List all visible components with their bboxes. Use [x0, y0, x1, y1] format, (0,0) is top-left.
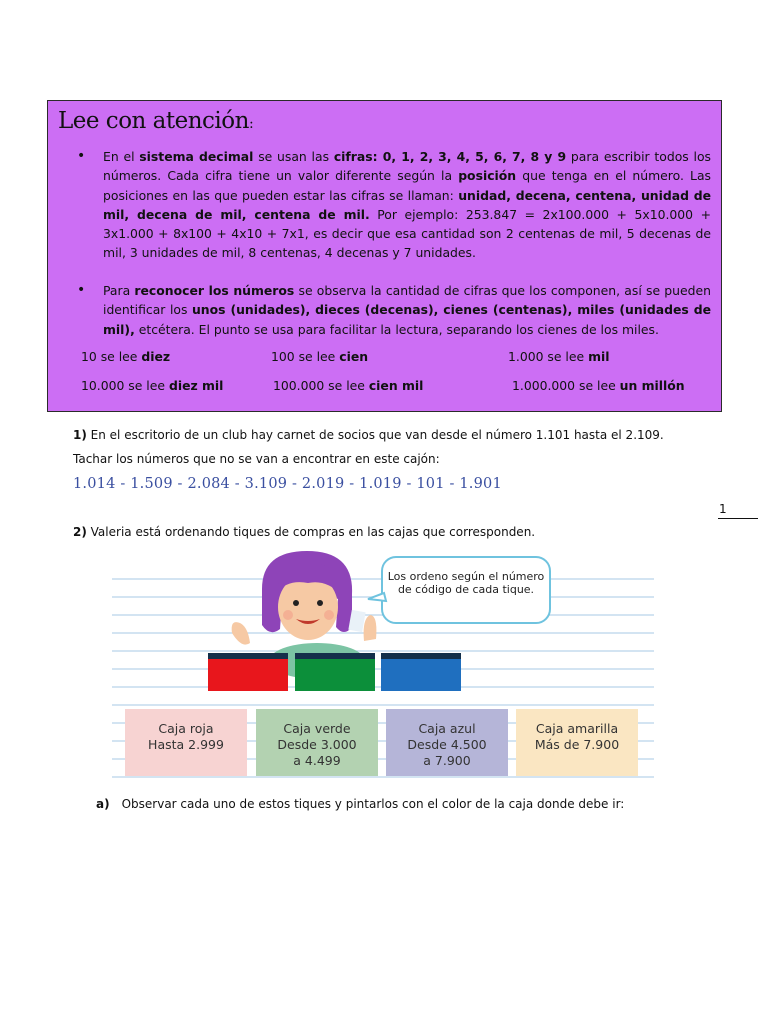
label-caja-roja: Caja roja Hasta 2.999 — [148, 721, 224, 752]
page-number-rule — [718, 518, 758, 519]
label-caja-azul: Caja azul Desde 4.500 a 7.900 — [407, 721, 487, 768]
box-green — [295, 655, 375, 691]
page-number: 1 — [719, 502, 727, 516]
reading-10000: 10.000 se lee diez mil — [81, 378, 224, 393]
box-title: Lee con atención: — [58, 108, 254, 134]
question-1: 1) En el escritorio de un club hay carnet de socios que van desde el número 1.101 hasta el 2.109. — [73, 428, 664, 442]
bullet-sistema-decimal: • En el sistema decimal se usan las cifras: 0, 1, 2, 3, 4, 5, 6, 7, 8 y 9 para escribir todos los números. Cada cifra tiene un valor diferente según la posición que tenga en el número. Las posiciones en las que pueden estar las cifras se llaman: unidad, decena, centena, unidad de mil, decena de mil, centena de mil. Por ejemplo: 253.847 = 2x100.000 + 5x10.000 + 3x1.000 + 8x100 + 4x10 + 7x1, es decir que esa cantidad son 2 centenas de mil, 5 decenas de mil, 3 unidades de mil, 8 centenas, 4 decenas y 7 unidades. — [103, 147, 711, 263]
box-red — [208, 655, 288, 691]
reading-100000: 100.000 se lee cien mil — [273, 378, 424, 393]
reading-1000: 1.000 se lee mil — [508, 349, 610, 364]
question-2: 2) Valeria está ordenando tiques de compras en las cajas que corresponden. — [73, 525, 536, 539]
question-1-numbers: 1.014 - 1.509 - 2.084 - 3.109 - 2.019 - 1.019 - 101 - 1.901 — [73, 476, 502, 492]
speech-bubble-text: Los ordeno según el número de código de cada tique. — [387, 570, 545, 596]
reading-100: 100 se lee cien — [271, 349, 369, 364]
box-blue — [381, 655, 461, 691]
reading-10: 10 se lee diez — [81, 349, 171, 364]
question-2a: a) Observar cada uno de estos tiques y pintarlos con el color de la caja donde debe ir: — [96, 797, 625, 811]
reading-1000000: 1.000.000 se lee un millón — [512, 378, 685, 393]
label-caja-amarilla: Caja amarilla Más de 7.900 — [534, 721, 620, 752]
question-1-instruction: Tachar los números que no se van a encontrar en este cajón: — [73, 452, 440, 466]
info-box — [47, 100, 722, 412]
bullet-reconocer-numeros: • Para reconocer los números se observa la cantidad de cifras que los componen, así se pueden identificar los unos (unidades), dieces (decenas), cienes (centenas), miles (unidades de mil), etcétera. El punto se usa para facilitar la lectura, separando los cienes de los miles. — [103, 281, 711, 339]
label-caja-verde: Caja verde Desde 3.000 a 4.499 — [277, 721, 357, 768]
boxes — [208, 653, 461, 691]
